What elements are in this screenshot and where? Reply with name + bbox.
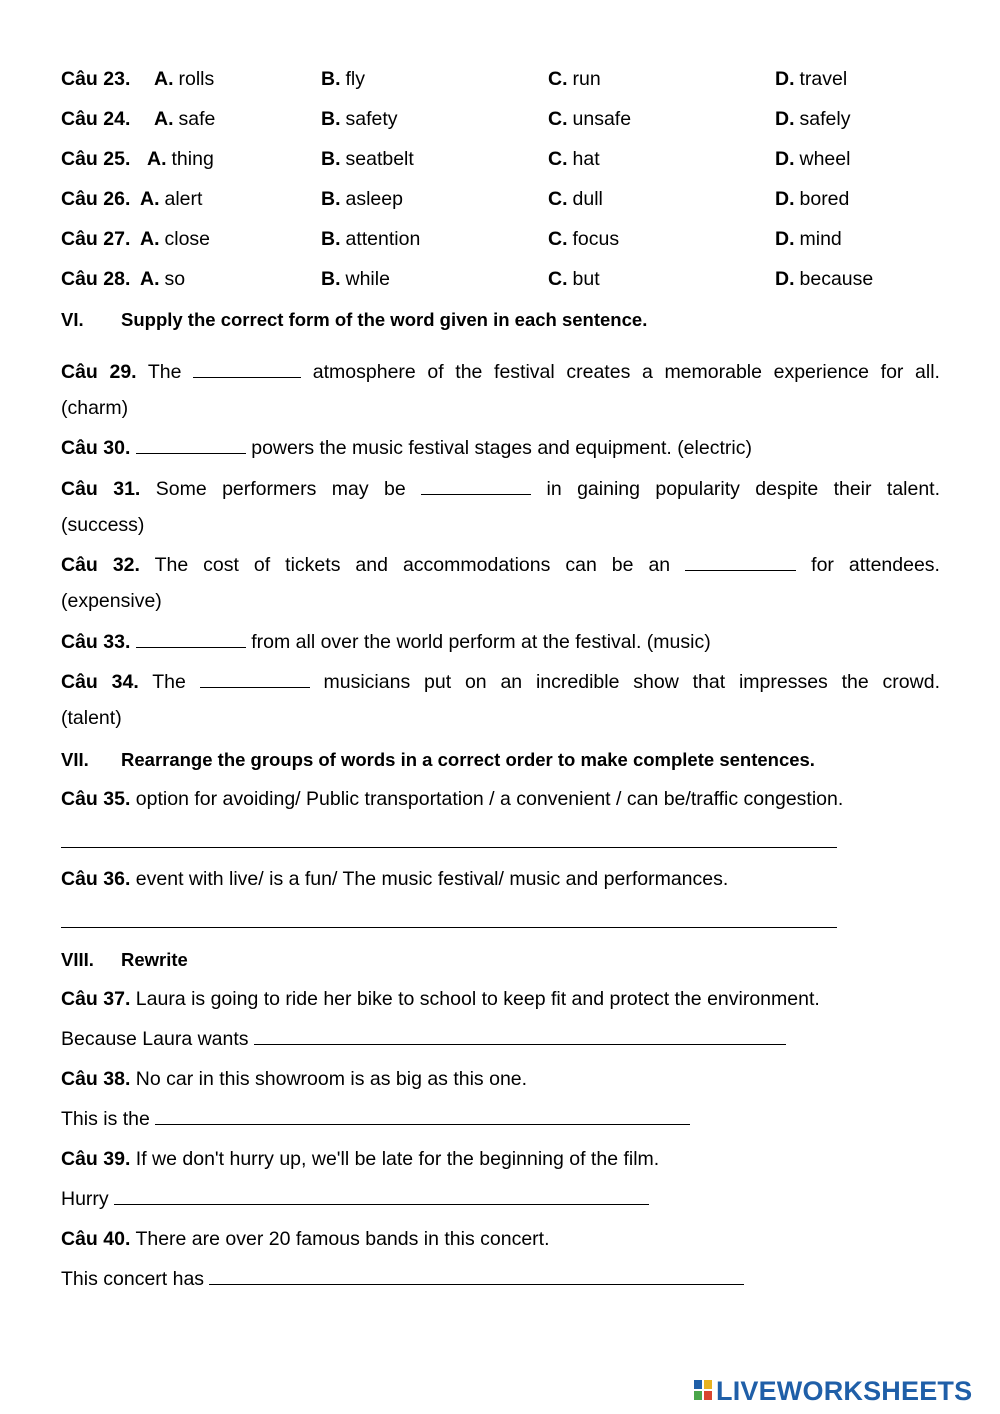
- hint-29: (charm): [61, 397, 129, 419]
- option-b[interactable]: B. fly: [321, 68, 365, 90]
- logo-square-yellow: [704, 1380, 712, 1389]
- logo-square-green: [694, 1391, 702, 1400]
- option-a[interactable]: A. alert: [140, 188, 203, 210]
- hint-32: (expensive): [61, 590, 162, 612]
- answer-blank-38[interactable]: [155, 1110, 690, 1125]
- liveworksheets-logo-icon: [694, 1380, 713, 1402]
- question-label: Câu 26.: [61, 188, 131, 210]
- hint-31: (success): [61, 514, 145, 536]
- option-a[interactable]: A. close: [140, 228, 211, 250]
- option-b[interactable]: B. attention: [321, 228, 421, 250]
- answer-blank-29[interactable]: [193, 363, 301, 378]
- question-30: Câu 30. powers the music festival stages and equipment. (electric): [61, 437, 752, 459]
- question-36: Câu 36. event with live/ is a fun/ The music festival/ music and performances.: [61, 868, 729, 890]
- option-a[interactable]: A. safe: [154, 108, 216, 130]
- question-29: Câu 29. The atmosphere of the festival creates a memorable experience for all.: [61, 361, 940, 383]
- option-c[interactable]: C. unsafe: [548, 108, 632, 130]
- option-c[interactable]: C. run: [548, 68, 601, 90]
- question-label: Câu 25.: [61, 148, 131, 170]
- question-38: Câu 38. No car in this showroom is as big as this one.: [61, 1068, 528, 1090]
- rewrite-38: This is the: [61, 1108, 690, 1131]
- answer-blank-32[interactable]: [685, 556, 796, 571]
- rewrite-40: This concert has: [61, 1268, 744, 1291]
- option-d[interactable]: D. mind: [775, 228, 842, 250]
- answer-blank-34[interactable]: [200, 673, 310, 688]
- option-d[interactable]: D. because: [775, 268, 874, 290]
- question-37: Câu 37. Laura is going to ride her bike to school to keep fit and protect the environment.: [61, 988, 820, 1010]
- answer-blank-31[interactable]: [421, 480, 531, 495]
- question-label: Câu 27.: [61, 228, 131, 250]
- option-b[interactable]: B. safety: [321, 108, 398, 130]
- hint-34: (talent): [61, 707, 122, 729]
- option-b[interactable]: B. seatbelt: [321, 148, 414, 170]
- answer-blank-30[interactable]: [136, 439, 246, 454]
- question-40: Câu 40. There are over 20 famous bands in this concert.: [61, 1228, 550, 1250]
- question-32: Câu 32. The cost of tickets and accommodations can be an for attendees.: [61, 554, 940, 576]
- question-label: Câu 28.: [61, 268, 131, 290]
- question-39: Câu 39. If we don't hurry up, we'll be late for the beginning of the film.: [61, 1148, 660, 1170]
- rewrite-39: Hurry: [61, 1188, 649, 1211]
- option-d[interactable]: D. wheel: [775, 148, 851, 170]
- question-31: Câu 31. Some performers may be in gaining popularity despite their talent.: [61, 478, 941, 500]
- rewrite-37: Because Laura wants: [61, 1028, 786, 1051]
- question-label: Câu 23.: [61, 68, 131, 90]
- option-c[interactable]: C. hat: [548, 148, 600, 170]
- option-d[interactable]: D. bored: [775, 188, 850, 210]
- answer-blank-37[interactable]: [254, 1030, 786, 1045]
- section-heading-vi: VI. Supply the correct form of the word given in each sentence.: [61, 309, 648, 330]
- logo-square-red: [704, 1391, 712, 1400]
- question-33: Câu 33. from all over the world perform at the festival. (music): [61, 631, 711, 653]
- answer-blank-39[interactable]: [114, 1190, 649, 1205]
- section-heading-viii: VIII. Rewrite: [61, 949, 188, 970]
- logo-square-blue: [694, 1380, 702, 1389]
- question-35: Câu 35. option for avoiding/ Public transportation / a convenient / can be/traffic congestion.: [61, 788, 844, 810]
- question-label: Câu 24.: [61, 108, 131, 130]
- liveworksheets-logo-text: LIVEWORKSHEETS: [716, 1375, 973, 1406]
- answer-blank-40[interactable]: [209, 1270, 744, 1285]
- option-c[interactable]: C. dull: [548, 188, 603, 210]
- option-d[interactable]: D. safely: [775, 108, 851, 130]
- option-a[interactable]: A. thing: [147, 148, 214, 170]
- option-b[interactable]: B. while: [321, 268, 390, 290]
- option-a[interactable]: A. so: [140, 268, 186, 290]
- answer-line-36[interactable]: [61, 927, 837, 928]
- option-d[interactable]: D. travel: [775, 68, 848, 90]
- liveworksheets-logo: [694, 1376, 972, 1406]
- question-34: Câu 34. The musicians put on an incredible show that impresses the crowd.: [61, 671, 940, 693]
- option-c[interactable]: C. focus: [548, 228, 620, 250]
- option-b[interactable]: B. asleep: [321, 188, 403, 210]
- section-heading-vii: VII. Rearrange the groups of words in a correct order to make complete sentences.: [61, 749, 815, 770]
- answer-blank-33[interactable]: [136, 633, 246, 648]
- answer-line-35[interactable]: [61, 847, 837, 848]
- option-a[interactable]: A. rolls: [154, 68, 215, 90]
- option-c[interactable]: C. but: [548, 268, 600, 290]
